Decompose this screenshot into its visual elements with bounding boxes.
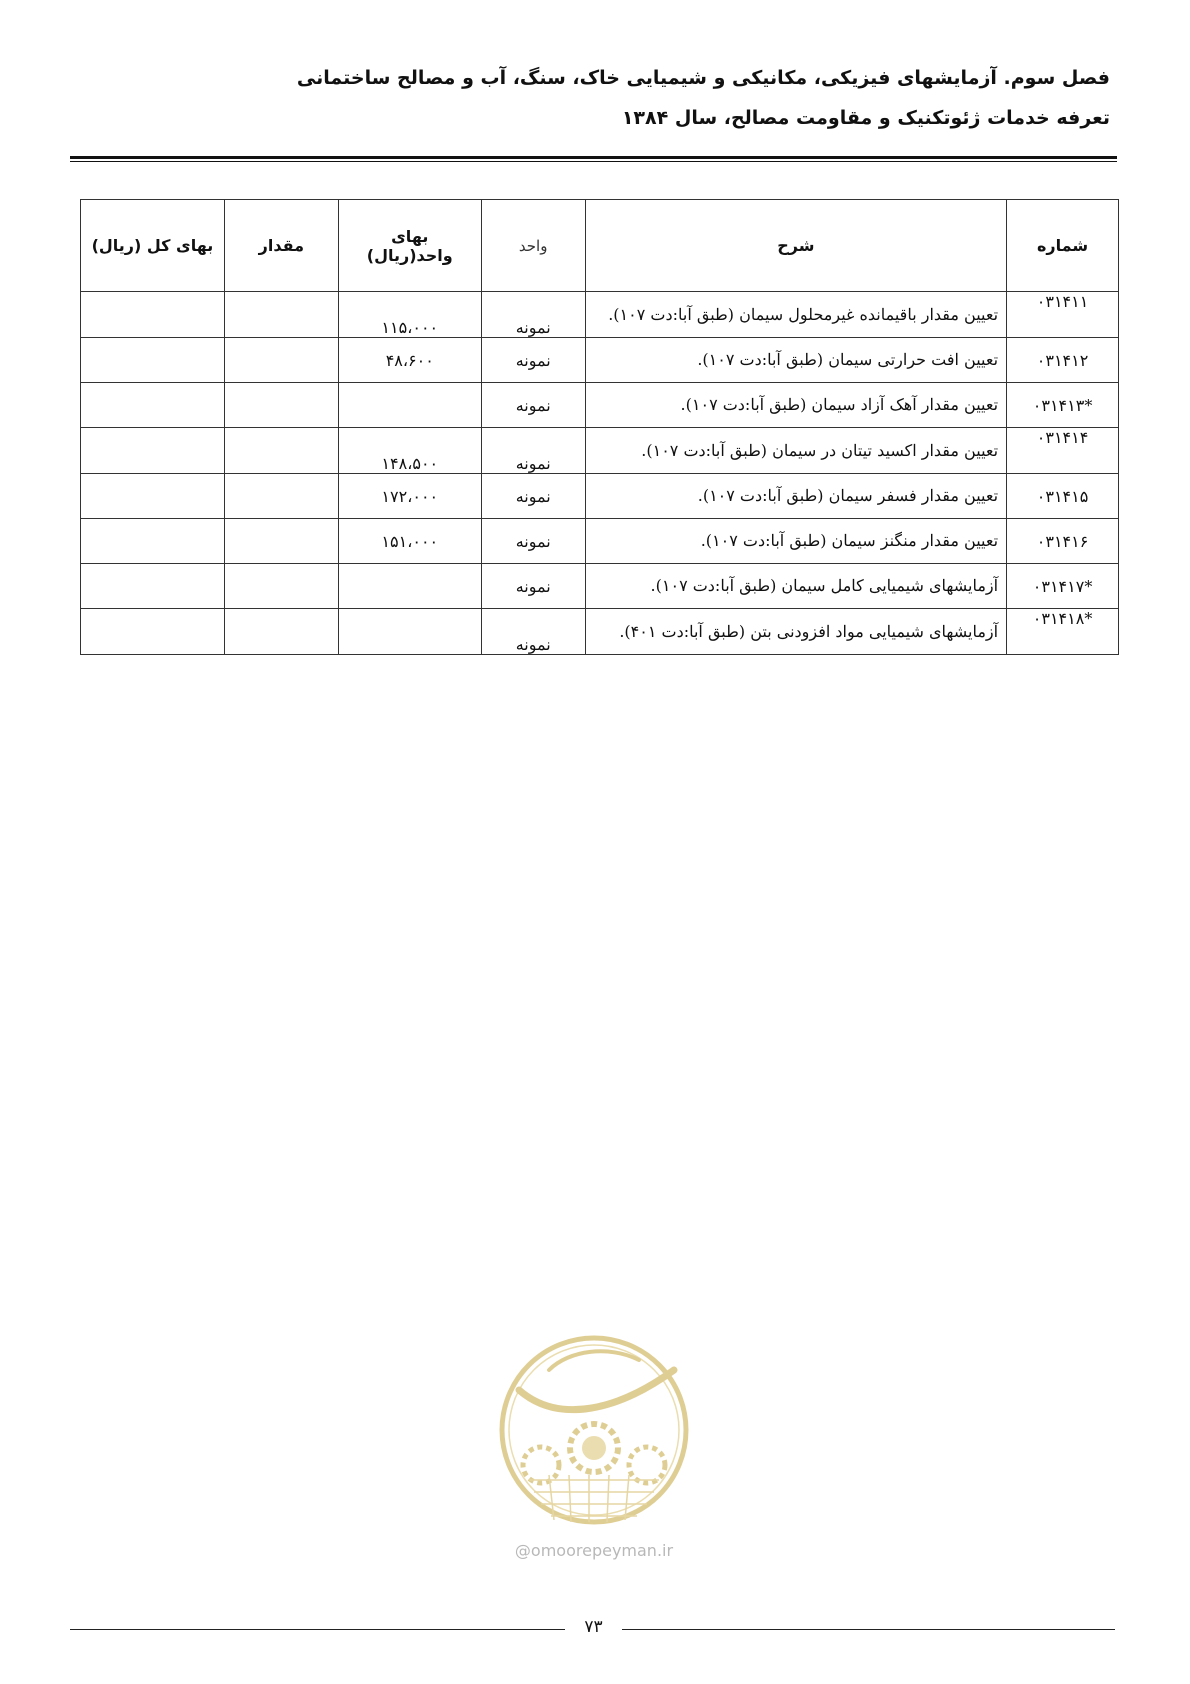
row-number: ۰۳۱۴۱۶ [1007, 519, 1119, 564]
watermark-url: @omoorepeyman.ir [514, 1541, 674, 1560]
row-total-price [81, 474, 225, 519]
row-unit: نمونه [481, 292, 585, 338]
row-description: آزمایشهای شیمیایی مواد افزودنی بتن (طبق آبا:دت ۴۰۱). [585, 609, 1006, 655]
row-description: تعیین مقدار فسفر سیمان (طبق آبا:دت ۱۰۷). [585, 474, 1006, 519]
row-number: *۰۳۱۴۱۳ [1007, 383, 1119, 428]
row-total-price [81, 519, 225, 564]
page-header [70, 58, 1110, 138]
column-header-unit: واحد [481, 200, 585, 292]
footer-rule-left [70, 1629, 565, 1630]
row-number: ۰۳۱۴۱۱ [1007, 292, 1119, 338]
row-unit: نمونه [481, 519, 585, 564]
row-number: ۰۳۱۴۱۵ [1007, 474, 1119, 519]
row-quantity [224, 609, 338, 655]
row-description: تعیین مقدار منگنز سیمان (طبق آبا:دت ۱۰۷). [585, 519, 1006, 564]
column-header-number: شماره [1007, 200, 1119, 292]
page-number: ۷۳ [584, 1617, 603, 1637]
row-unit-price [338, 383, 481, 428]
column-header-total-price: بهای کل (ریال) [81, 200, 225, 292]
watermark-logo [489, 1330, 699, 1560]
row-description: تعیین مقدار آهک آزاد سیمان (طبق آبا:دت ۱۰۷). [585, 383, 1006, 428]
row-quantity [224, 428, 338, 474]
row-unit: نمونه [481, 338, 585, 383]
row-total-price [81, 609, 225, 655]
row-unit-price: ۱۱۵،۰۰۰ [338, 292, 481, 338]
row-unit-price: ۱۵۱،۰۰۰ [338, 519, 481, 564]
column-header-description: شرح [585, 200, 1006, 292]
table-row [81, 383, 1119, 428]
row-total-price [81, 292, 225, 338]
table-row [81, 292, 1119, 338]
seal-icon [489, 1330, 699, 1560]
column-header-quantity: مقدار [224, 200, 338, 292]
row-quantity [224, 292, 338, 338]
table-row [81, 519, 1119, 564]
table-row [81, 338, 1119, 383]
row-total-price [81, 564, 225, 609]
row-number: ۰۳۱۴۱۲ [1007, 338, 1119, 383]
row-description: تعیین مقدار اکسید تیتان در سیمان (طبق آبا:دت ۱۰۷). [585, 428, 1006, 474]
chapter-title: فصل سوم. آزمایشهای فیزیکی، مکانیکی و شیمیایی خاک، سنگ، آب و مصالح ساختمانی [296, 67, 1110, 89]
row-unit-price: ۴۸،۶۰۰ [338, 338, 481, 383]
row-unit: نمونه [481, 564, 585, 609]
row-number: *۰۳۱۴۱۷ [1007, 564, 1119, 609]
table-row [81, 564, 1119, 609]
header-rule-thin [70, 161, 1117, 162]
row-total-price [81, 428, 225, 474]
row-total-price [81, 383, 225, 428]
table-header-row [81, 200, 1119, 292]
row-unit-price: ۱۷۲،۰۰۰ [338, 474, 481, 519]
row-description: تعیین مقدار باقیمانده غیرمحلول سیمان (طبق آبا:دت ۱۰۷). [585, 292, 1006, 338]
row-unit: نمونه [481, 383, 585, 428]
row-unit-price: ۱۴۸،۵۰۰ [338, 428, 481, 474]
column-header-unit-price: بهای واحد(ریال) [338, 200, 481, 292]
tariff-title: تعرفه خدمات ژئوتکنیک و مقاومت مصالح، سال ۱۳۸۴ [621, 107, 1110, 129]
row-unit-price [338, 564, 481, 609]
row-unit: نمونه [481, 609, 585, 655]
row-unit: نمونه [481, 474, 585, 519]
row-number: ۰۳۱۴۱۴ [1007, 428, 1119, 474]
row-quantity [224, 474, 338, 519]
footer-rule-right [622, 1629, 1115, 1630]
row-description: آزمایشهای شیمیایی کامل سیمان (طبق آبا:دت ۱۰۷). [585, 564, 1006, 609]
table-row [81, 428, 1119, 474]
row-quantity [224, 564, 338, 609]
row-quantity [224, 519, 338, 564]
header-rule-thick [70, 156, 1117, 159]
row-quantity [224, 338, 338, 383]
row-number: *۰۳۱۴۱۸ [1007, 609, 1119, 655]
row-unit-price [338, 609, 481, 655]
tariff-table [80, 199, 1119, 655]
table-row [81, 609, 1119, 655]
table-row [81, 474, 1119, 519]
row-unit: نمونه [481, 428, 585, 474]
row-quantity [224, 383, 338, 428]
row-description: تعیین افت حرارتی سیمان (طبق آبا:دت ۱۰۷). [585, 338, 1006, 383]
row-total-price [81, 338, 225, 383]
